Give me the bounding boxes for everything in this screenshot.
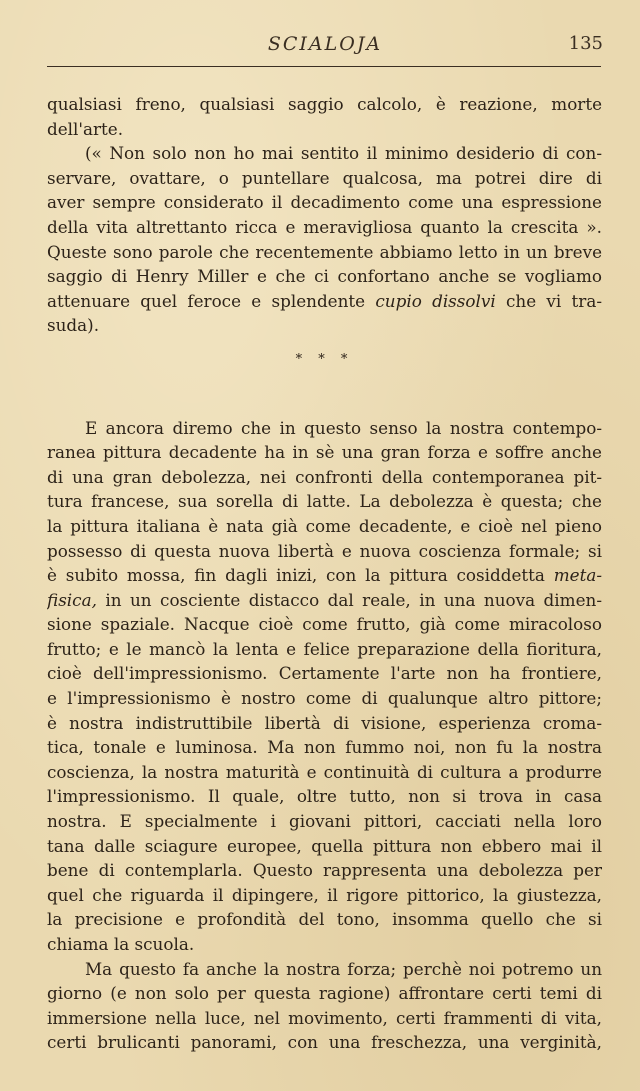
text-line: della vita altrettanto ricca e meravigliosa quanto la crescita ». [47, 216, 602, 237]
italic-phrase: meta- [553, 565, 602, 586]
running-head [47, 33, 603, 63]
text-line: coscienza, la nostra maturità e continuità di cultura a produrre [47, 761, 602, 782]
text-line: la pittura italiana è nata già come decadente, e cioè nel pieno [47, 515, 602, 536]
text-line: giorno (e non solo per questa ragione) affrontare certi temi di [47, 983, 602, 1004]
text-line: chiama la scuola. [47, 934, 195, 954]
text-segment: in un cosciente distacco dal reale, in una nuova dimen- [96, 589, 602, 610]
text-line: è nostra indistruttibile libertà di visione, esperienza croma- [47, 712, 602, 733]
text-line: tura francese, sua sorella di latte. La debolezza è questa; che [47, 491, 602, 512]
text-line: (« Non solo non ho mai sentito il minimo desiderio di con- [85, 143, 602, 164]
text-line: ranea pittura decadente ha in sè una gran forza e soffre anche [47, 442, 602, 463]
text-segment: è subito mossa, fin dagli inizi, con la pittura cosiddetta [47, 565, 554, 586]
text-line: tica, tonale e luminosa. Ma non fummo noi, non fu la nostra [47, 737, 602, 758]
text-line: Ma questo fa anche la nostra forza; perchè noi potremo un [85, 958, 602, 979]
text-line: sione spaziale. Nacque cioè come frutto, già come miracoloso [47, 614, 602, 635]
text-line [47, 289, 602, 314]
text-line: bene di contemplarla. Questo rappresenta una debolezza per [47, 860, 602, 881]
text-line [47, 563, 602, 588]
section-break-asterisks: * * * [295, 351, 354, 367]
text-line: Queste sono parole che recentemente abbiamo letto in un breve [47, 241, 602, 262]
text-line: suda). [47, 315, 100, 336]
italic-phrase: cupio dissolvi [375, 290, 496, 311]
text-segment: che vi tra- [495, 290, 602, 311]
header-rule [47, 66, 601, 67]
text-line: possesso di questa nuova libertà e nuova coscienza formale; si [47, 540, 602, 561]
text-line: la precisione e profondità del tono, insomma quello che si [47, 909, 602, 930]
text-line: saggio di Henry Miller e che ci confortano anche se vogliamo [47, 266, 602, 287]
text-line [47, 588, 602, 613]
body-text [47, 92, 602, 1055]
page-number: 135 [568, 33, 603, 54]
text-line: aver sempre considerato il decadimento come una espressione [47, 192, 602, 213]
text-line: immersione nella luce, nel movimento, certi frammenti di vita, [47, 1007, 602, 1028]
text-line: frutto; e le mancò la lenta e felice preparazione della fioritura, [47, 638, 602, 659]
text-line: certi brulicanti panorami, con una freschezza, una verginità, [47, 1032, 602, 1053]
text-line: l'impressionismo. Il quale, oltre tutto, non si trova in casa [47, 786, 602, 807]
text-line: nostra. E specialmente i giovani pittori, cacciati nella loro [47, 811, 602, 832]
text-line: e l'impressionismo è nostro come di qualunque altro pittore; [47, 688, 602, 709]
running-title: SCIALOJA [267, 33, 383, 55]
italic-phrase: fisica, [47, 589, 97, 610]
text-segment: attenuare quel feroce e splendente [47, 290, 376, 311]
text-line: qualsiasi freno, qualsiasi saggio calcolo, è reazione, morte [47, 94, 602, 114]
text-line: quel che riguarda il dipingere, il rigore pittorico, la giustezza, [47, 884, 602, 905]
text-line: di una gran debolezza, nei confronti della contemporanea pit- [47, 466, 602, 487]
text-line: dell'arte. [47, 118, 124, 139]
text-line: cioè dell'impressionismo. Certamente l'arte non ha frontiere, [47, 663, 602, 684]
text-line: servare, ovattare, o puntellare qualcosa, ma potrei dire di [47, 167, 602, 188]
text-line: tana dalle sciagure europee, quella pittura non ebbero mai il [47, 835, 602, 856]
text-line: E ancora diremo che in questo senso la nostra contempo- [85, 417, 602, 438]
